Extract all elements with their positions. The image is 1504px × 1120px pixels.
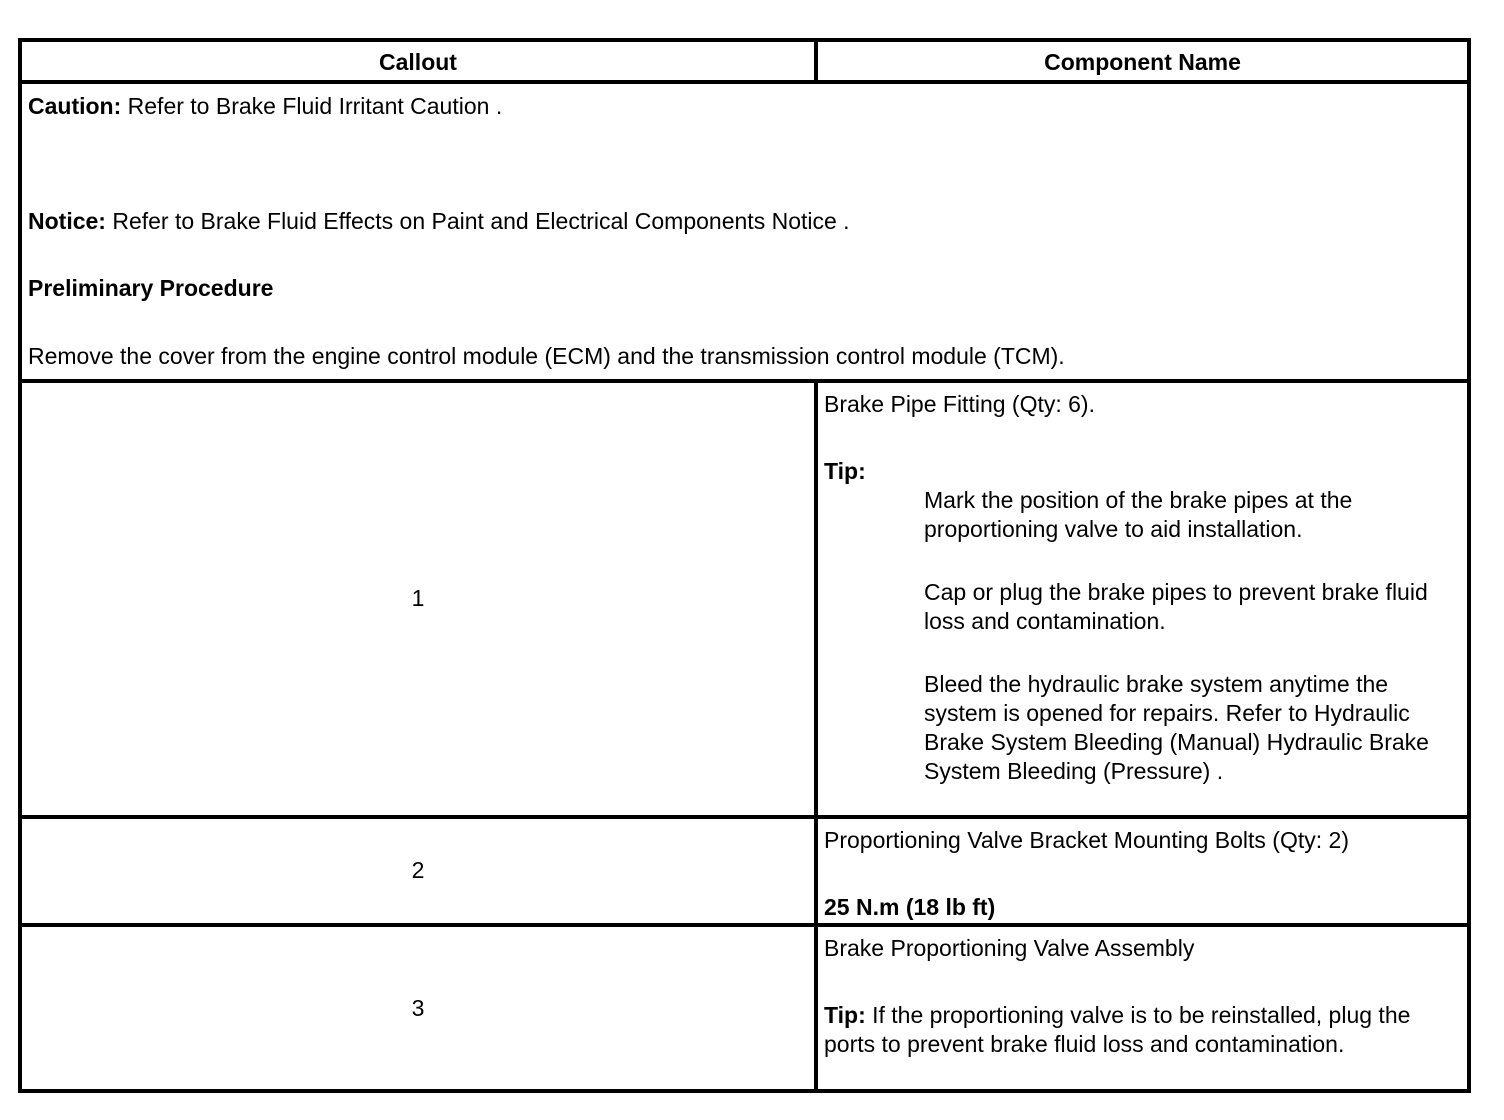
list-item: Cap or plug the brake pipes to prevent brake fluid loss and contamination. xyxy=(924,578,1428,634)
notes-cell xyxy=(20,82,1469,380)
caution-label: Caution: xyxy=(28,93,122,120)
tip-label-text: Tip: xyxy=(824,457,866,484)
tip-text: If the proportioning valve is to be reinstalled, plug the ports to prevent brake fluid loss and contamination. xyxy=(824,1002,1411,1058)
component-name-header: Component Name xyxy=(816,40,1469,82)
tip-list xyxy=(824,486,1461,786)
component-cell xyxy=(816,381,1469,817)
caution-text: Refer to Brake Fluid Irritant Caution . xyxy=(121,93,503,120)
table-row xyxy=(20,925,1469,1091)
notice-text: Refer to Brake Fluid Effects on Paint and Electrical Components Notice . xyxy=(105,208,850,235)
component-name: Proportioning Valve Bracket Mounting Bolts (Qty: 2) xyxy=(824,826,1349,853)
component-cell xyxy=(816,925,1469,1091)
callout-number: 1 xyxy=(20,381,816,817)
callout-number: 2 xyxy=(20,817,816,925)
callout-number: 3 xyxy=(20,925,816,1091)
header-row xyxy=(20,40,1469,82)
list-item: Bleed the hydraulic brake system anytime the system is opened for repairs. Refer to Hydraulic Brake System Bleeding (Manual) Hydraulic Brake System Bleeding (Pressure) . xyxy=(924,670,1429,784)
component-cell xyxy=(816,817,1469,925)
tip-note xyxy=(824,1001,1461,1059)
tip-label xyxy=(824,457,1461,486)
callout-header: Callout xyxy=(20,40,816,82)
list-item: Mark the position of the brake pipes at the proportioning valve to aid installation. xyxy=(924,486,1353,542)
component-name: Brake Proportioning Valve Assembly xyxy=(824,935,1195,962)
table-row xyxy=(20,817,1469,925)
notice-label: Notice: xyxy=(28,208,106,235)
procedure-table xyxy=(18,38,1471,1093)
torque-spec: 25 N.m (18 lb ft) xyxy=(824,893,996,920)
table-row xyxy=(20,381,1469,817)
caution-note xyxy=(28,92,1461,121)
preliminary-heading xyxy=(28,274,1461,303)
notice-note xyxy=(28,207,1461,236)
notes-row xyxy=(20,82,1469,380)
component-name: Brake Pipe Fitting (Qty: 6). xyxy=(824,390,1095,417)
preliminary-heading-text: Preliminary Procedure xyxy=(28,275,274,302)
tip-label: Tip: xyxy=(824,1002,866,1029)
preliminary-text: Remove the cover from the engine control module (ECM) and the transmission control module (TCM). xyxy=(28,343,1065,370)
